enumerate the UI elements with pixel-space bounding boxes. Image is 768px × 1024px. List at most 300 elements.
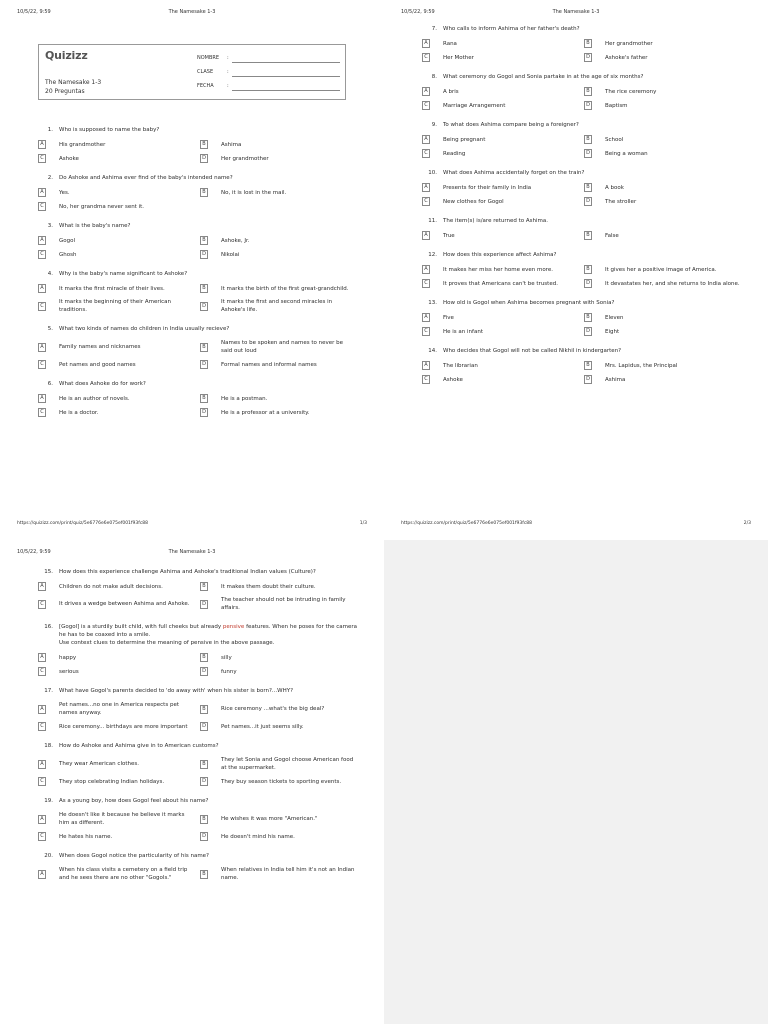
answer-option[interactable]	[38, 722, 200, 731]
question-text: How do Ashoke and Ashima give in to American customs?	[59, 743, 219, 749]
option-letter-box: C	[422, 197, 430, 206]
answer-options	[38, 236, 362, 264]
question-stem	[422, 73, 746, 81]
option-letter-box: D	[584, 53, 592, 62]
question-text: How does this experience challenge Ashima and Ashoke's traditional Indian values (Culture)?	[59, 569, 316, 575]
answer-option[interactable]	[584, 39, 746, 48]
answer-option[interactable]	[38, 596, 200, 612]
option-text: Children do not make adult decisions.	[59, 583, 163, 590]
quiz-title: The Namesake 1-3	[45, 79, 102, 86]
option-letter-box: A	[422, 313, 430, 322]
option-text: When his class visits a cemetery on a field trip and he sees there are no other "Gogols."	[59, 867, 188, 881]
answer-option[interactable]	[38, 866, 200, 882]
option-text: The librarian	[443, 362, 478, 369]
field-colon: :	[227, 69, 229, 75]
option-text: Ghosh	[59, 251, 77, 258]
option-letter-box: B	[200, 705, 208, 714]
option-text: Ashoke's father	[605, 54, 648, 61]
answer-option[interactable]	[38, 360, 200, 369]
question-text: How old is Gogol when Ashima becomes pregnant with Sonia?	[443, 300, 615, 306]
option-letter-box: A	[38, 188, 46, 197]
page-1	[0, 0, 384, 540]
option-letter-box: A	[38, 394, 46, 403]
option-text: It gives her a positive image of America.	[605, 266, 717, 273]
answer-options	[38, 866, 362, 887]
answer-options	[422, 313, 746, 341]
option-letter-box: C	[38, 154, 46, 163]
answer-option[interactable]	[38, 202, 200, 211]
question-stem	[422, 169, 746, 177]
question-item	[38, 126, 362, 168]
question-stem	[38, 380, 362, 388]
option-letter-box: A	[422, 231, 430, 240]
option-letter-box: B	[584, 39, 592, 48]
answer-option[interactable]	[422, 361, 584, 370]
question-number: 4.	[47, 271, 53, 277]
question-number: 19.	[44, 798, 53, 804]
question-text: The item(s) is/are returned to Ashima.	[443, 218, 549, 224]
answer-option[interactable]	[200, 756, 362, 772]
option-letter-box: C	[38, 360, 46, 369]
question-text: What does Ashima accidentally forget on the train?	[443, 170, 585, 176]
option-text: It marks the first miracle of their lives.	[59, 285, 165, 292]
option-letter-box: B	[584, 313, 592, 322]
option-text: Pet names...it just seems silly.	[221, 723, 304, 730]
question-item	[38, 797, 362, 846]
question-number: 3.	[47, 223, 53, 229]
option-letter-box: B	[584, 135, 592, 144]
print-date: 10/5/22, 9:59	[401, 9, 435, 15]
question-stem	[422, 217, 746, 225]
answer-option[interactable]	[584, 361, 746, 370]
answer-option[interactable]	[584, 53, 746, 62]
answer-option[interactable]	[200, 339, 362, 355]
page-3	[0, 540, 384, 1024]
page-header	[17, 9, 367, 19]
option-letter-box: B	[584, 87, 592, 96]
answer-option[interactable]	[38, 582, 200, 591]
question-number: 12.	[428, 252, 437, 258]
answer-option[interactable]	[584, 231, 746, 240]
answer-option[interactable]	[422, 313, 584, 322]
option-text: He doesn't like it because he believe it marks him as different.	[59, 812, 185, 826]
answer-option[interactable]	[200, 582, 362, 591]
question-number: 1.	[47, 127, 53, 133]
print-url: https://quizizz.com/print/quiz/5e6776e6e075ef001f93fc88	[17, 521, 149, 526]
question-number: 17.	[44, 688, 53, 694]
answer-options	[38, 811, 362, 846]
question-list	[38, 568, 362, 893]
answer-option[interactable]	[200, 140, 362, 149]
answer-option[interactable]	[200, 236, 362, 245]
answer-option[interactable]	[38, 284, 200, 293]
question-text: As a young boy, how does Gogol feel about his name?	[59, 798, 209, 804]
option-text: He is a doctor.	[59, 409, 99, 416]
question-list	[38, 126, 362, 428]
option-letter-box: B	[200, 870, 208, 879]
option-text: The teacher should not be intruding in family affairs.	[221, 597, 346, 611]
option-letter-box: B	[584, 231, 592, 240]
question-number: 5.	[47, 326, 53, 332]
option-letter-box: C	[38, 250, 46, 259]
answer-option[interactable]	[422, 149, 584, 158]
option-letter-box: C	[38, 202, 46, 211]
option-text: Yes.	[59, 189, 70, 196]
answer-option[interactable]	[38, 298, 200, 314]
answer-options	[38, 701, 362, 736]
option-letter-box: A	[422, 135, 430, 144]
answer-option[interactable]	[584, 101, 746, 110]
answer-option[interactable]	[200, 188, 362, 197]
answer-options	[38, 284, 362, 319]
answer-option[interactable]	[200, 722, 362, 731]
question-stem	[38, 126, 362, 134]
option-letter-box: B	[200, 236, 208, 245]
option-text: Her Mother	[443, 54, 474, 61]
answer-option[interactable]	[584, 197, 746, 206]
question-number: 9.	[431, 122, 437, 128]
option-letter-box: D	[200, 360, 208, 369]
question-item	[422, 73, 746, 115]
answer-option[interactable]	[422, 279, 584, 288]
answer-option[interactable]	[422, 53, 584, 62]
option-letter-box: A	[38, 236, 46, 245]
quiz-info-box	[38, 44, 346, 100]
answer-option[interactable]	[584, 265, 746, 274]
option-text: Family names and nicknames	[59, 344, 141, 350]
option-text: funny	[221, 668, 237, 675]
question-stem	[38, 742, 362, 750]
answer-option[interactable]	[584, 279, 746, 288]
answer-option[interactable]	[38, 653, 200, 662]
option-letter-box: C	[422, 149, 430, 158]
option-text: happy	[59, 654, 77, 661]
option-text: Nikolai	[221, 251, 240, 258]
question-text: Who is supposed to name the baby?	[59, 127, 160, 133]
answer-option[interactable]	[200, 777, 362, 786]
option-letter-box: D	[584, 101, 592, 110]
page-number: 1/3	[359, 521, 367, 526]
option-letter-box: D	[200, 667, 208, 676]
option-letter-box: D	[200, 302, 208, 311]
answer-option[interactable]	[422, 135, 584, 144]
option-letter-box: D	[584, 197, 592, 206]
answer-option[interactable]	[200, 298, 362, 314]
print-url: https://quizizz.com/print/quiz/5e6776e6e075ef001f93fc88	[401, 521, 533, 526]
option-letter-box: A	[38, 870, 46, 879]
field-label-clase: CLASE	[197, 69, 214, 75]
question-item	[38, 325, 362, 374]
option-text: A bris	[443, 88, 459, 95]
option-text: The rice ceremony	[605, 88, 657, 95]
print-title: The Namesake 1-3	[552, 9, 600, 15]
answer-options	[422, 231, 746, 245]
answer-option[interactable]	[38, 777, 200, 786]
option-letter-box: C	[38, 667, 46, 676]
answer-option[interactable]	[422, 265, 584, 274]
question-item	[422, 169, 746, 211]
answer-option[interactable]	[200, 360, 362, 369]
question-item	[422, 347, 746, 389]
option-letter-box: B	[200, 815, 208, 824]
answer-options	[422, 135, 746, 163]
option-text: True	[443, 232, 455, 239]
answer-option[interactable]	[38, 701, 200, 717]
question-stem	[422, 299, 746, 307]
option-text: Rice ceremony ...what's the big deal?	[221, 706, 325, 712]
option-text: Five	[443, 314, 454, 321]
option-letter-box: A	[422, 39, 430, 48]
option-text: Ashoke, Jr.	[221, 237, 250, 244]
option-text: He is an author of novels.	[59, 395, 130, 402]
option-letter-box: D	[584, 279, 592, 288]
option-letter-box: C	[38, 832, 46, 841]
option-letter-box: D	[200, 408, 208, 417]
option-letter-box: B	[200, 653, 208, 662]
field-line-fecha[interactable]	[232, 90, 340, 91]
question-item	[422, 251, 746, 293]
question-text: What is the baby's name?	[59, 223, 131, 229]
option-text: A book	[605, 184, 624, 191]
question-text: What two kinds of names do children in India usually recieve?	[59, 326, 230, 332]
answer-options	[38, 756, 362, 791]
answer-option[interactable]	[200, 866, 362, 882]
page-footer	[401, 521, 751, 531]
option-text: Gogol	[59, 237, 76, 244]
option-letter-box: D	[200, 777, 208, 786]
answer-option[interactable]	[422, 39, 584, 48]
print-date: 10/5/22, 9:59	[17, 9, 51, 15]
answer-option[interactable]	[200, 653, 362, 662]
field-line-clase[interactable]	[232, 76, 340, 77]
answer-options	[422, 361, 746, 389]
answer-option[interactable]	[38, 756, 200, 772]
answer-options	[38, 188, 362, 216]
option-letter-box: C	[422, 279, 430, 288]
answer-option[interactable]	[584, 327, 746, 336]
option-text: Marriage Arrangement	[443, 102, 506, 109]
option-letter-box: A	[38, 284, 46, 293]
answer-option[interactable]	[200, 284, 362, 293]
option-text: It makes them doubt their culture.	[221, 583, 316, 590]
answer-option[interactable]	[38, 250, 200, 259]
option-letter-box: A	[38, 140, 46, 149]
option-text: Ashima	[221, 141, 242, 148]
option-text: Rana	[443, 40, 457, 47]
question-stem	[422, 251, 746, 259]
option-letter-box: A	[422, 183, 430, 192]
option-text: It makes her miss her home even more.	[443, 266, 553, 273]
option-text: No, her grandma never sent it.	[59, 203, 145, 210]
question-item	[38, 568, 362, 617]
option-text: Mrs. Lapidus, the Principal	[605, 362, 678, 369]
question-text: What ceremony do Gogol and Sonia partake in at the age of six months?	[443, 74, 644, 80]
answer-option[interactable]	[200, 408, 362, 417]
option-text: School	[605, 136, 624, 143]
question-stem	[422, 25, 746, 33]
option-letter-box: D	[584, 327, 592, 336]
answer-option[interactable]	[38, 394, 200, 403]
question-item	[38, 852, 362, 887]
field-line-nombre[interactable]	[232, 62, 340, 63]
option-letter-box: B	[584, 265, 592, 274]
option-letter-box: A	[38, 760, 46, 769]
answer-option[interactable]	[422, 327, 584, 336]
answer-option[interactable]	[422, 183, 584, 192]
option-letter-box: A	[422, 361, 430, 370]
answer-option[interactable]	[422, 87, 584, 96]
option-text: It marks the beginning of their American traditions.	[59, 299, 171, 313]
question-text: Who calls to inform Ashima of her father's death?	[443, 26, 580, 32]
answer-option[interactable]	[200, 250, 362, 259]
highlighted-word: pensive	[222, 624, 245, 630]
question-instruction: Use context clues to determine the meaning of pensive in the above passage.	[59, 640, 275, 646]
field-colon: :	[227, 55, 229, 61]
answer-option[interactable]	[200, 667, 362, 676]
question-stem	[38, 623, 362, 647]
answer-option[interactable]	[422, 197, 584, 206]
field-label-nombre: NOMBRE	[197, 55, 220, 61]
page-number: 2/3	[743, 521, 751, 526]
option-text: Eight	[605, 328, 620, 335]
answer-option[interactable]	[584, 149, 746, 158]
option-text: His grandmother	[59, 141, 106, 148]
option-text: Ashima	[605, 376, 626, 383]
field-label-fecha: FECHA	[197, 83, 214, 89]
option-letter-box: C	[38, 302, 46, 311]
option-text: Eleven	[605, 314, 624, 321]
option-letter-box: D	[200, 154, 208, 163]
option-letter-box: C	[38, 777, 46, 786]
option-letter-box: B	[200, 582, 208, 591]
question-text	[59, 623, 362, 647]
answer-option[interactable]	[200, 811, 362, 827]
answer-options	[422, 265, 746, 293]
answer-options	[38, 653, 362, 681]
print-title: The Namesake 1-3	[168, 9, 216, 15]
option-letter-box: D	[584, 149, 592, 158]
option-text: Ashoke	[443, 376, 463, 383]
print-date: 10/5/22, 9:59	[17, 549, 51, 555]
question-text: To what does Ashima compare being a foreigner?	[443, 122, 579, 128]
answer-options	[38, 339, 362, 374]
question-stem	[422, 121, 746, 129]
option-text: They buy season tickets to sporting events.	[221, 778, 342, 785]
option-letter-box: B	[584, 183, 592, 192]
answer-options	[422, 183, 746, 211]
question-item	[38, 687, 362, 736]
answer-option[interactable]	[38, 667, 200, 676]
option-text: Her grandmother	[221, 155, 269, 162]
option-text: Being pregnant	[443, 136, 486, 143]
question-count: 20 Preguntas	[45, 88, 85, 95]
option-text: It drives a wedge between Ashima and Ashoke.	[59, 601, 190, 607]
answer-option[interactable]	[200, 394, 362, 403]
answer-option[interactable]	[200, 596, 362, 612]
question-text: How does this experience affect Ashima?	[443, 252, 557, 258]
option-letter-box: C	[422, 327, 430, 336]
answer-option[interactable]	[584, 135, 746, 144]
option-text: They wear American clothes.	[59, 761, 139, 767]
option-text: No, it is lost in the mail.	[221, 189, 287, 196]
option-text: Being a woman	[605, 150, 648, 157]
option-letter-box: D	[200, 722, 208, 731]
question-stem	[38, 568, 362, 576]
question-text: Why is the baby's name significant to Ashoke?	[59, 271, 188, 277]
answer-option[interactable]	[38, 339, 200, 355]
option-text: serious	[59, 668, 79, 675]
answer-option[interactable]	[422, 231, 584, 240]
question-stem	[38, 797, 362, 805]
option-letter-box: B	[200, 394, 208, 403]
option-text: He is a professor at a university.	[221, 409, 310, 416]
option-text: He doesn't mind his name.	[221, 833, 295, 840]
question-number: 13.	[428, 300, 437, 306]
answer-option[interactable]	[38, 140, 200, 149]
answer-option[interactable]	[38, 154, 200, 163]
answer-options	[422, 39, 746, 67]
answer-option[interactable]	[584, 87, 746, 96]
option-letter-box: B	[200, 188, 208, 197]
answer-option[interactable]	[584, 183, 746, 192]
question-stem	[422, 347, 746, 355]
option-letter-box: A	[422, 87, 430, 96]
question-stem	[38, 222, 362, 230]
answer-option[interactable]	[38, 811, 200, 827]
question-number: 15.	[44, 569, 53, 575]
option-text: He is an infant	[443, 328, 483, 335]
option-letter-box: B	[200, 284, 208, 293]
question-number: 6.	[47, 381, 53, 387]
option-letter-box: C	[38, 408, 46, 417]
option-text: He is a postman.	[221, 395, 268, 402]
option-text: False	[605, 232, 619, 239]
print-title: The Namesake 1-3	[168, 549, 216, 555]
question-number: 7.	[431, 26, 437, 32]
answer-option[interactable]	[38, 236, 200, 245]
question-text-part: [Gogol] is a sturdily built child, with full cheeks but already	[59, 624, 223, 630]
question-item	[38, 380, 362, 422]
question-number: 11.	[428, 218, 437, 224]
question-item	[422, 299, 746, 341]
answer-option[interactable]	[422, 375, 584, 384]
answer-option[interactable]	[38, 408, 200, 417]
answer-option[interactable]	[38, 188, 200, 197]
option-text: Rice ceremony... birthdays are more important	[59, 723, 188, 730]
answer-option[interactable]	[422, 101, 584, 110]
option-text: They stop celebrating Indian holidays.	[59, 778, 165, 785]
option-letter-box: C	[422, 53, 430, 62]
answer-option[interactable]	[584, 313, 746, 322]
question-item	[38, 623, 362, 681]
option-text: It proves that Americans can't be trusted.	[443, 280, 558, 287]
answer-option[interactable]	[584, 375, 746, 384]
answer-options	[38, 140, 362, 168]
page-header	[17, 549, 367, 559]
page-2	[384, 0, 768, 540]
option-text: Reading	[443, 150, 466, 157]
answer-option[interactable]	[200, 154, 362, 163]
answer-option[interactable]	[38, 832, 200, 841]
option-text: Pet names...no one in America respects pet names anyway.	[59, 702, 179, 716]
option-text: Baptism	[605, 102, 628, 109]
option-text: It marks the birth of the first great-grandchild.	[221, 285, 349, 292]
answer-option[interactable]	[200, 832, 362, 841]
question-text: What have Gogol's parents decided to 'do away with' when his sister is born?...WHY?	[59, 688, 294, 694]
option-letter-box: D	[200, 250, 208, 259]
answer-options	[38, 394, 362, 422]
answer-option[interactable]	[200, 701, 362, 717]
